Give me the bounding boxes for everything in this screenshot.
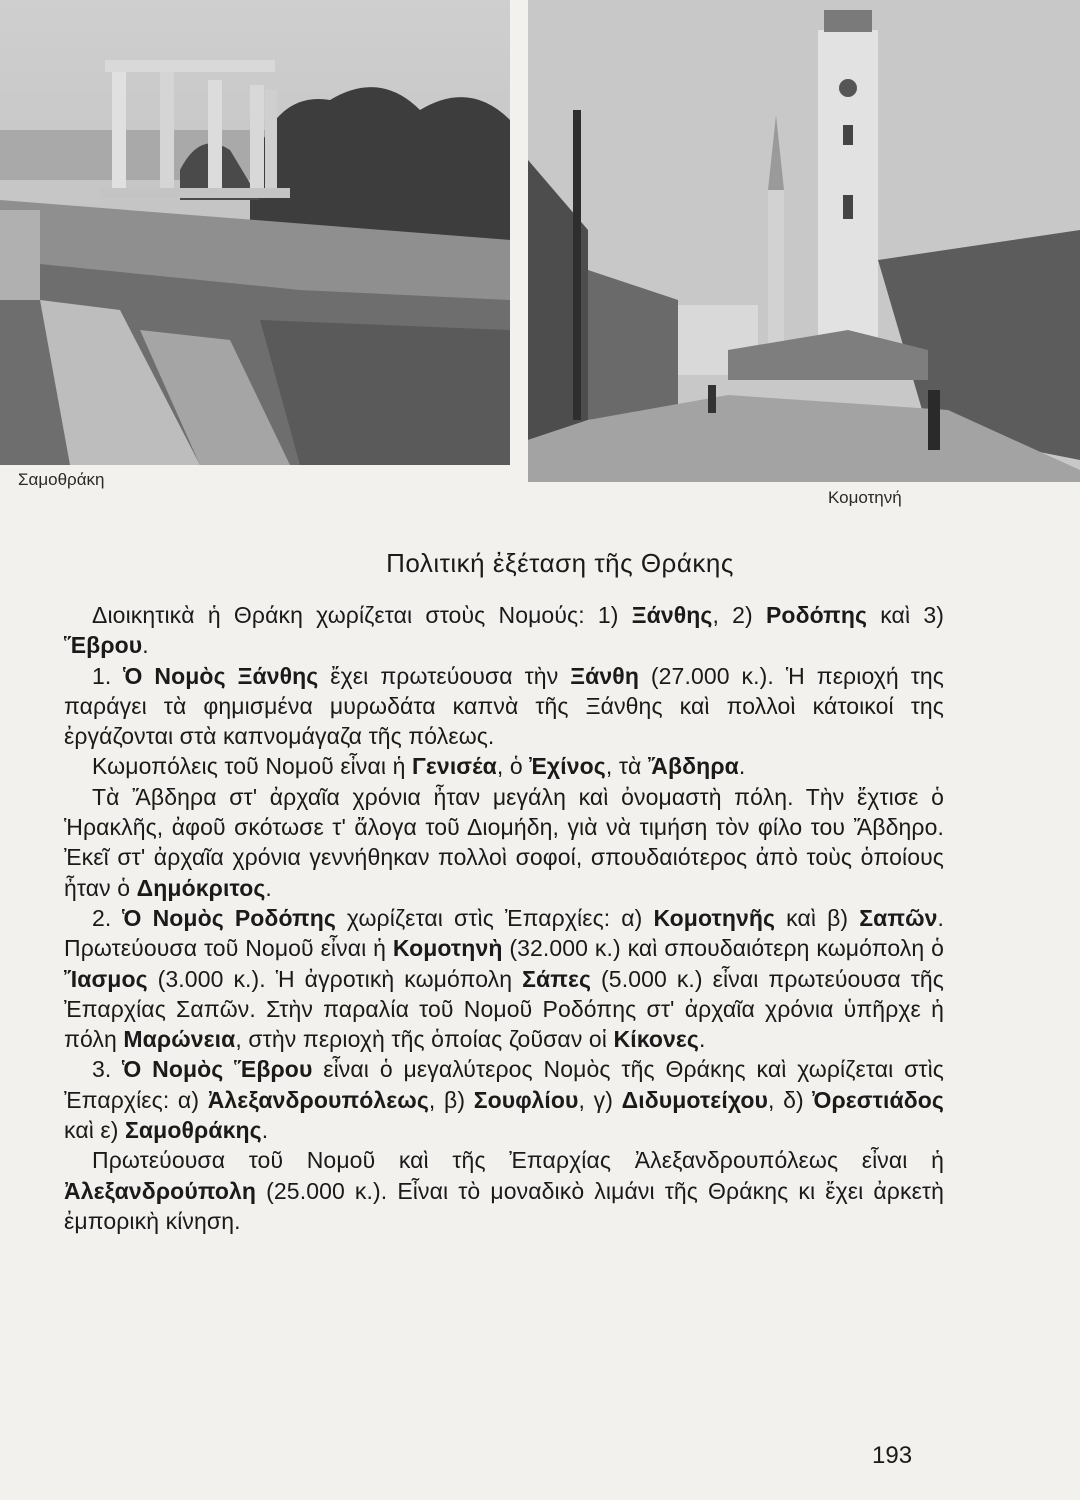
bold-term: Ἀλεξανδρούπολη [64, 1177, 257, 1204]
bold-term: Διδυμοτείχου [621, 1086, 768, 1113]
text-run: ἔχει πρωτεύουσα τὴν [318, 662, 571, 689]
bold-term: Ξάνθης [631, 602, 713, 628]
bold-term: Ξάνθη [570, 662, 639, 689]
text-run: (5.000 κ.) εἶναι πρωτεύουσα τῆς Ἐπαρχίας Σαπῶν. Στὴν παραλία τοῦ Νομοῦ Ροδόπης στ' ἀρχαῖα χρόνια ὑπῆρχε ἡ πόλη [64, 965, 944, 1053]
paragraph [64, 1054, 944, 1145]
bold-term: Γενισέα [411, 753, 497, 780]
samothrace-caption: Σαμοθράκη [18, 470, 105, 489]
section-heading: Πολιτική ἐξέταση τῆς Θράκης [386, 548, 734, 578]
bold-term: Κίκονες [613, 1026, 699, 1053]
text-run: , γ) [578, 1086, 622, 1113]
body-text [64, 600, 944, 1236]
text-run: (25.000 κ.). Εἶναι τὸ μοναδικὸ λιμάνι τῆς Θράκης κι ἔχει ἀρκετὴ ἐμπορικὴ κίνηση. [64, 1177, 944, 1234]
text-run: . [261, 1117, 269, 1144]
text-run: , β) [428, 1086, 474, 1113]
text-run: Διοικητικὰ ἡ Θράκη χωρίζεται στοὺς Νομούς: 1) [92, 602, 632, 628]
paragraph [64, 600, 944, 661]
text-run: καὶ ε) [64, 1117, 126, 1144]
text-run: 2. [92, 904, 123, 931]
bold-term: Ὁ Νομὸς Ροδόπης [122, 904, 336, 931]
text-run: Πρωτεύουσα τοῦ Νομοῦ καὶ τῆς Ἐπαρχίας Ἀλεξανδρουπόλεως εἶναι ἡ [92, 1147, 944, 1174]
text-run: . [265, 874, 272, 901]
paragraph [64, 1145, 944, 1236]
text-run: , δ) [767, 1086, 813, 1113]
text-run: . [142, 632, 149, 659]
komotini-caption: Κομοτηνή [828, 488, 902, 507]
bold-term: Ὁ Νομὸς Ἕβρου [122, 1056, 313, 1083]
bold-term: Μαρώνεια [123, 1026, 236, 1053]
komotini-photo [528, 0, 1080, 482]
text-run: . [738, 753, 746, 780]
bold-term: Σουφλίου [473, 1086, 579, 1113]
text-run: 1. [92, 662, 124, 689]
text-run: 3. [92, 1056, 123, 1083]
bold-term: Σαμοθράκης [125, 1117, 262, 1144]
text-run: χωρίζεται στὶς Ἐπαρχίες: α) [335, 904, 654, 931]
bold-term: Ὁ Νομὸς Ξάνθης [123, 662, 319, 689]
text-run: , ὁ [496, 753, 530, 780]
text-run: Τὰ Ἄβδηρα στ' ἀρχαῖα χρόνια ἦταν μεγάλη καὶ ὀνομαστὴ πόλη. Τὴν ἔχτισε ὁ Ἡρακλῆς, ἀφοῦ σκότωσε τ' ἄλογα τοῦ Διομήδη, γιὰ νὰ τιμήση τὸν φίλο του Ἄβδηρο. Ἐκεῖ στ' ἀρχαῖα χρόνια γεννήθηκαν πολλοὶ σοφοί, σπουδαιότερος ἀπὸ τοὺς ὁποίους ἦταν ὁ [64, 783, 944, 901]
paragraph [64, 903, 944, 1054]
paragraph [64, 751, 944, 781]
paragraph [64, 661, 944, 752]
bold-term: Σαπῶν [859, 904, 938, 931]
paragraph [64, 782, 944, 903]
bold-term: Ἀλεξανδρουπόλεως [207, 1086, 429, 1113]
text-run: . [698, 1026, 706, 1053]
bold-term: Ἴασμος [64, 965, 148, 992]
samothrace-photo [0, 0, 510, 465]
bold-term: Σάπες [522, 965, 592, 992]
text-run: εἶναι ὁ μεγαλύτερος Νομὸς τῆς Θράκης καὶ χωρίζεται στὶς Ἐπαρχίες: α) [64, 1056, 944, 1113]
bold-term: Κομοτηνῆς [653, 904, 776, 931]
text-run: , 2) [712, 602, 766, 628]
text-run: (32.000 κ.) καὶ σπουδαιότερη κωμόπολη ὁ [502, 935, 944, 962]
bold-term: Ἄβδηρα [647, 753, 739, 780]
bold-term: Ἐχίνος [529, 753, 606, 780]
page-number: 193 [872, 1442, 913, 1469]
text-run: (27.000 κ.). Ἡ περιοχή της παράγει τὰ φημισμένα μυρωδάτα καπνὰ τῆς Ξάνθης καὶ πολλοὶ κάτοικοί της ἐργάζονται στὰ καπνομάγαζα τῆς πόλεως. [64, 662, 944, 750]
bold-term: Ὀρεστιάδος [812, 1086, 944, 1113]
bold-term: Κομοτηνὴ [392, 935, 503, 962]
text-run: Κωμοπόλεις τοῦ Νομοῦ εἶναι ἡ [92, 753, 412, 780]
text-run: . Πρωτεύουσα τοῦ Νομοῦ εἶναι ἡ [64, 904, 944, 962]
text-run: καὶ 3) [867, 602, 944, 628]
text-run: καὶ β) [775, 904, 860, 931]
bold-term: Ροδόπης [765, 602, 868, 628]
text-run: , στὴν περιοχὴ τῆς ὁποίας ζοῦσαν οἱ [235, 1026, 614, 1053]
bold-term: Δημόκριτος [136, 874, 266, 901]
bold-term: Ἕβρου [64, 632, 143, 659]
text-run: , τὰ [605, 753, 648, 780]
text-run: (3.000 κ.). Ἡ ἀγροτικὴ κωμόπολη [147, 965, 523, 992]
